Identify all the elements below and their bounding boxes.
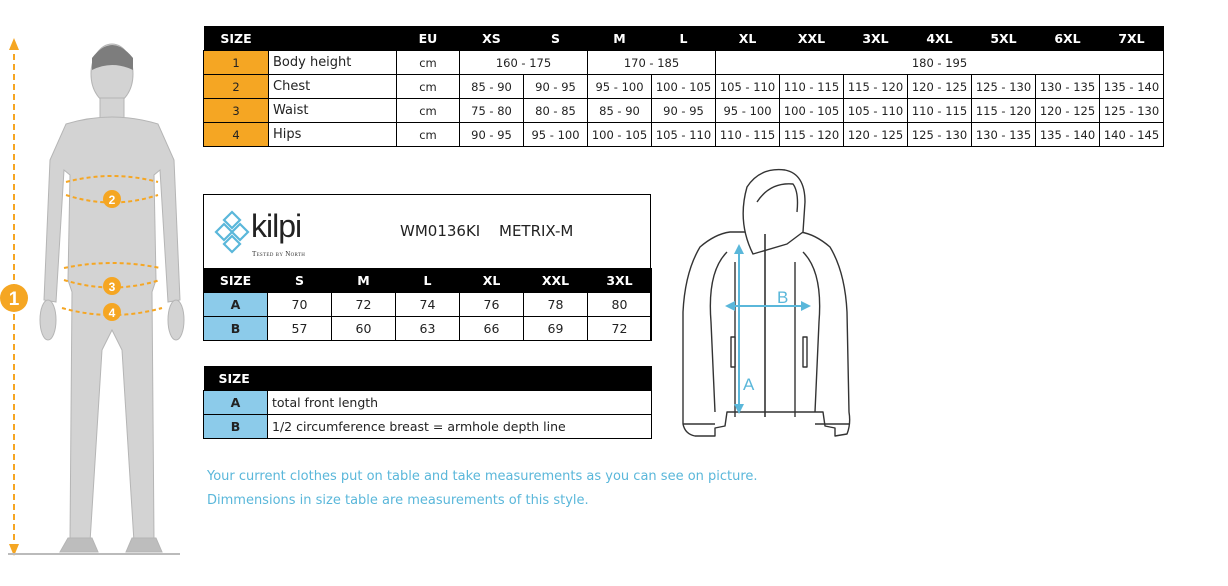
row-unit: cm [397, 51, 460, 75]
header-cell: XXL [780, 26, 844, 51]
table-cell: 120 - 125 [908, 75, 972, 99]
marker-4 [103, 303, 121, 321]
svg-text:4: 4 [108, 306, 116, 320]
table-cell: 105 - 110 [716, 75, 780, 99]
table-cell: 110 - 115 [908, 99, 972, 123]
header-cell [269, 26, 397, 51]
header-cell: 5XL [972, 26, 1036, 51]
table-cell: 120 - 125 [844, 123, 908, 147]
marker-1 [0, 284, 28, 312]
table-cell: 115 - 120 [780, 123, 844, 147]
header-cell: XXL [524, 268, 588, 293]
table-cell: 75 - 80 [460, 99, 524, 123]
header-cell: XL [716, 26, 780, 51]
product-name: METRIX-M [499, 222, 574, 240]
table-cell: 100 - 105 [780, 99, 844, 123]
product-size-table [203, 268, 652, 341]
table-cell: 135 - 140 [1100, 75, 1164, 99]
table-cell: 140 - 145 [1100, 123, 1164, 147]
table-cell: 72 [588, 317, 652, 341]
product-table-header [204, 268, 652, 293]
table-cell: 57 [268, 317, 332, 341]
table-cell: 105 - 110 [652, 123, 716, 147]
table-cell: 125 - 130 [908, 123, 972, 147]
human-silhouette [40, 44, 184, 552]
header-cell: 7XL [1100, 26, 1164, 51]
row-key: B [204, 415, 268, 439]
measurement-legend-table [203, 366, 652, 439]
table-cell: 125 - 130 [972, 75, 1036, 99]
kilpi-logo-icon [212, 208, 252, 256]
row-name: Waist [269, 99, 397, 123]
row-name: Hips [269, 123, 397, 147]
row-description: total front length [268, 391, 652, 415]
header-cell: L [652, 26, 716, 51]
table-row-b [204, 317, 652, 341]
brand-name: kilpi [251, 208, 302, 244]
brand-tagline: Tested by North [252, 250, 306, 258]
row-number: 2 [204, 75, 269, 99]
table-row-a [204, 293, 652, 317]
table-cell: 80 [588, 293, 652, 317]
table-cell: 180 - 195 [716, 51, 1164, 75]
row-key: A [204, 293, 268, 317]
header-cell: M [332, 268, 396, 293]
header-cell: SIZE [204, 26, 269, 51]
table-row-body-height [204, 51, 1164, 75]
product-code: WM0136KI [400, 222, 481, 240]
header-cell: XS [460, 26, 524, 51]
header-cell: 3XL [588, 268, 652, 293]
row-number: 3 [204, 99, 269, 123]
table-cell: 78 [524, 293, 588, 317]
row-number: 1 [204, 51, 269, 75]
table-cell: 125 - 130 [1100, 99, 1164, 123]
row-unit: cm [397, 75, 460, 99]
header-cell: S [268, 268, 332, 293]
header-cell: M [588, 26, 652, 51]
table-cell: 110 - 115 [780, 75, 844, 99]
table-cell: 115 - 120 [972, 99, 1036, 123]
table-cell: 95 - 100 [716, 99, 780, 123]
height-arrow-top [9, 38, 19, 50]
row-description: 1/2 circumference breast = armhole depth line [268, 415, 652, 439]
row-number: 4 [204, 123, 269, 147]
table-cell: 60 [332, 317, 396, 341]
table-row-hips [204, 123, 1164, 147]
table-cell: 80 - 85 [524, 99, 588, 123]
table-cell: 135 - 140 [1036, 123, 1100, 147]
row-key: B [204, 317, 268, 341]
header-cell: EU [397, 26, 460, 51]
header-cell: SIZE [204, 366, 652, 391]
label-a: A [743, 375, 755, 394]
body-measurement-figure [0, 30, 190, 560]
table-cell: 90 - 95 [460, 123, 524, 147]
header-cell: 6XL [1036, 26, 1100, 51]
header-cell: SIZE [204, 268, 268, 293]
legend-row-a [204, 391, 652, 415]
svg-text:2: 2 [108, 193, 116, 207]
table-cell: 110 - 115 [716, 123, 780, 147]
legend-row-b [204, 415, 652, 439]
table-cell: 70 [268, 293, 332, 317]
table-cell: 95 - 100 [588, 75, 652, 99]
row-unit: cm [397, 99, 460, 123]
table-cell: 105 - 110 [844, 99, 908, 123]
row-name: Body height [269, 51, 397, 75]
header-cell: L [396, 268, 460, 293]
table-cell: 100 - 105 [588, 123, 652, 147]
svg-text:1: 1 [8, 289, 20, 310]
table-cell: 90 - 95 [524, 75, 588, 99]
instruction-note: Dimmensions in size table are measurements of this style. [207, 493, 589, 508]
table-row-waist [204, 99, 1164, 123]
instruction-note: Your current clothes put on table and take measurements as you can see on picture. [207, 469, 758, 484]
table-cell: 115 - 120 [844, 75, 908, 99]
label-b: B [777, 288, 789, 307]
header-cell: XL [460, 268, 524, 293]
marker-2 [103, 190, 121, 208]
row-unit: cm [397, 123, 460, 147]
table-cell: 100 - 105 [652, 75, 716, 99]
table-cell: 90 - 95 [652, 99, 716, 123]
table-cell: 69 [524, 317, 588, 341]
table-cell: 76 [460, 293, 524, 317]
marker-3 [103, 277, 121, 295]
table-cell: 85 - 90 [460, 75, 524, 99]
table-cell: 170 - 185 [588, 51, 716, 75]
header-cell: 3XL [844, 26, 908, 51]
table-cell: 66 [460, 317, 524, 341]
header-cell: 4XL [908, 26, 972, 51]
table-cell: 85 - 90 [588, 99, 652, 123]
table-cell: 130 - 135 [972, 123, 1036, 147]
legend-header [204, 366, 652, 391]
table-cell: 74 [396, 293, 460, 317]
table-row-chest [204, 75, 1164, 99]
table-cell: 130 - 135 [1036, 75, 1100, 99]
jacket-measurement-diagram [675, 162, 855, 448]
table-cell: 95 - 100 [524, 123, 588, 147]
table-cell: 160 - 175 [460, 51, 588, 75]
size-table-header [204, 26, 1164, 51]
table-cell: 63 [396, 317, 460, 341]
row-name: Chest [269, 75, 397, 99]
header-cell: S [524, 26, 588, 51]
table-cell: 120 - 125 [1036, 99, 1100, 123]
svg-text:3: 3 [108, 280, 116, 294]
size-table [203, 26, 1164, 147]
table-cell: 72 [332, 293, 396, 317]
row-key: A [204, 391, 268, 415]
